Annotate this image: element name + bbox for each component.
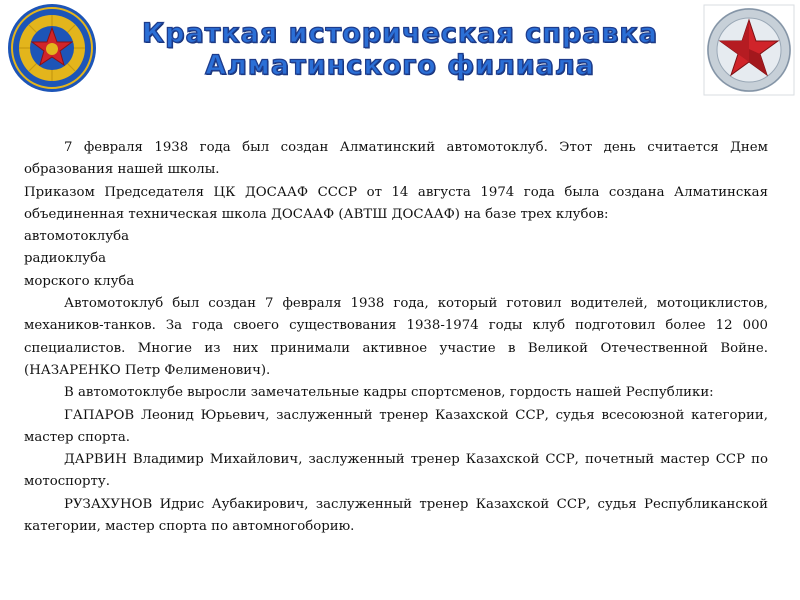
star-emblem-icon	[703, 4, 795, 96]
history-text	[24, 137, 768, 538]
page-title	[110, 18, 690, 82]
paragraph-athletes-intro: В автомотоклубе выросли замечательные кадры спортсменов, гордость нашей Республики:	[64, 385, 714, 401]
club-list-item: автомотоклуба	[24, 229, 129, 245]
club-list-item: морского клуба	[24, 273, 135, 289]
title-line-2: Алматинского филиала	[205, 50, 595, 81]
dosaaf-emblem-icon	[6, 2, 98, 94]
paragraph-founding: 7 февраля 1938 года был создан Алматинский автомотоклуб. Этот день считается Днем образования нашей школы.	[24, 140, 768, 178]
title-line-1: Краткая историческая справка	[142, 18, 658, 49]
paragraph-automotoclub: Автомотоклуб был создан 7 февраля 1938 года, который готовил водителей, мотоциклистов, механиков-танков. За года своего существования 1938-1974 годы клуб подготовил более 12 000 специалистов. Многие из них принимали активное участие в Великой Отечественной Войне. (НАЗАРЕНКО Петр Фелименович).	[24, 296, 768, 378]
paragraph-darvin: ДАРВИН Владимир Михайлович, заслуженный тренер Казахской ССР, почетный мастер ССР по мотоспорту.	[24, 452, 768, 490]
paragraph-order: Приказом Председателя ЦК ДОСААФ СССР от 14 августа 1974 года была создана Алматинская объединенная техническая школа ДОСААФ (АВТШ ДОСААФ) на базе трех клубов:	[24, 184, 768, 222]
paragraph-gaparov: ГАПАРОВ Леонид Юрьевич, заслуженный тренер Казахской ССР, судья всесоюзной категории, мастер спорта.	[24, 407, 768, 445]
club-list-item: радиоклуба	[24, 251, 107, 267]
paragraph-ruzakhunov: РУЗАХУНОВ Идрис Аубакирович, заслуженный тренер Казахской ССР, судья Республиканской категории, мастер спорта по автомногоборию.	[24, 496, 768, 535]
